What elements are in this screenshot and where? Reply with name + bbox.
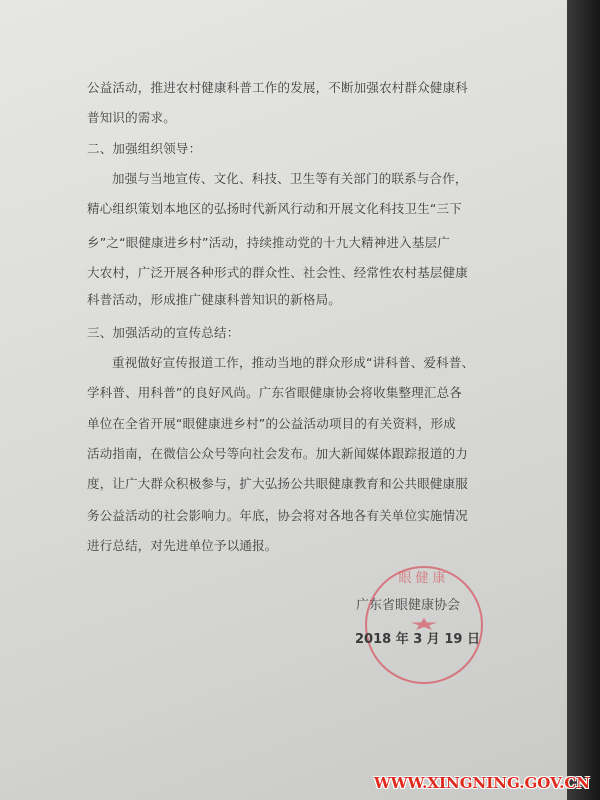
section-heading: 三、加强活动的宣传总结： bbox=[87, 325, 240, 340]
text-line: 乡”之“眼健康进乡村”活动，持续推动党的十九大精神进入基层广 bbox=[87, 235, 450, 250]
signature-date: 2018 年 3 月 19 日 bbox=[355, 632, 480, 647]
section-heading: 二、加强组织领导： bbox=[87, 141, 202, 156]
text-line: 加强与当地宣传、文化、科技、卫生等有关部门的联系与合作， bbox=[112, 171, 468, 186]
official-seal bbox=[365, 566, 483, 684]
text-line: 科普活动，形成推广健康科普知识的新格局。 bbox=[87, 292, 342, 307]
seal-text: 眼健康 bbox=[398, 571, 450, 586]
signature-organization: 广东省眼健康协会 bbox=[356, 598, 461, 613]
background-edge bbox=[567, 0, 600, 800]
text-line: 学科普、用科普”的良好风尚。广东省眼健康协会将收集整理汇总各 bbox=[87, 385, 462, 400]
text-line: 公益活动，推进农村健康科普工作的发展，不断加强农村群众健康科 bbox=[87, 80, 469, 95]
text-line: 务公益活动的社会影响力。年底，协会将对各地各有关单位实施情况 bbox=[87, 508, 469, 523]
text-line: 精心组织策划本地区的弘扬时代新风行动和开展文化科技卫生“三下 bbox=[87, 201, 462, 216]
watermark: WWW.XINGNING.GOV.CN bbox=[373, 774, 590, 792]
text-line: 度，让广大群众积极参与，扩大弘扬公共眼健康教育和公共眼健康服 bbox=[87, 476, 469, 491]
text-line: 重视做好宣传报道工作，推动当地的群众形成“讲科普、爱科普、 bbox=[112, 355, 475, 370]
text-line: 活动指南，在微信公众号等向社会发布。加大新闻媒体跟踪报道的力 bbox=[87, 446, 469, 461]
text-line: 单位在全省开展“眼健康进乡村”的公益活动项目的有关资料，形成 bbox=[87, 416, 456, 431]
text-line: 大农村，广泛开展各种形式的群众性、社会性、经常性农村基层健康 bbox=[87, 265, 469, 280]
star-icon bbox=[411, 618, 437, 630]
text-line: 普知识的需求。 bbox=[87, 110, 176, 125]
text-line: 进行总结，对先进单位予以通报。 bbox=[87, 538, 278, 553]
